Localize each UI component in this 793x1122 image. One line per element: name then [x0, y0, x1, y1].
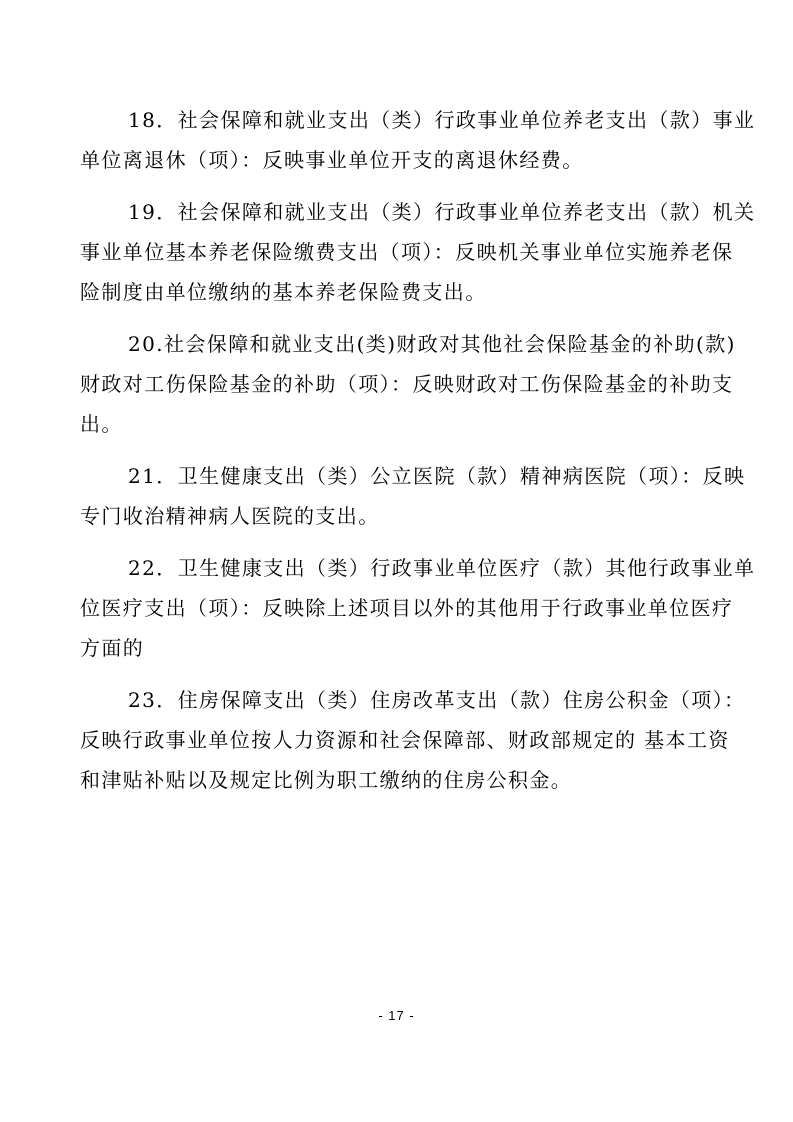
- paragraph-line: 险制度由单位缴纳的基本养老保险费支出。: [80, 280, 487, 304]
- page-number: - 17 -: [378, 1008, 415, 1023]
- paragraph-23: [80, 680, 746, 800]
- paragraph-18: [80, 100, 756, 180]
- paragraph-line: 22．卫生健康支出（类）行政事业单位医疗（款）其他行政事业单: [128, 556, 756, 580]
- paragraph-line: 单位离退休（项）：反映事业单位开支的离退休经费。: [80, 148, 584, 172]
- paragraph-line: 反映行政事业单位按人力资源和社会保障部、财政部规定的 基本工资: [80, 728, 730, 752]
- document-body: [80, 100, 756, 812]
- paragraph-line: 23．住房保障支出（类）住房改革支出（款）住房公积金（项）：: [128, 688, 746, 712]
- paragraph-20: [80, 324, 740, 444]
- paragraph-21: [80, 456, 746, 536]
- paragraph-line: 18．社会保障和就业支出（类）行政事业单位养老支出（款）事业: [128, 108, 756, 132]
- paragraph-line: 方面的: [80, 636, 145, 660]
- paragraph-line: 事业单位基本养老保险缴费支出（项）：反映机关事业单位实施养老保: [80, 240, 734, 264]
- paragraph-line: 位医疗支出（项）：反映除上述项目以外的其他用于行政事业单位医疗: [80, 596, 734, 620]
- paragraph-line: 19．社会保障和就业支出（类）行政事业单位养老支出（款）机关: [128, 200, 756, 224]
- paragraph-line: 专门收治精神病人医院的支出。: [80, 504, 380, 528]
- paragraph-line: 出。: [80, 412, 123, 436]
- paragraph-22: [80, 548, 756, 668]
- paragraph-line: 21．卫生健康支出（类）公立医院（款）精神病医院（项）：反映: [128, 464, 746, 488]
- paragraph-line: 财政对工伤保险基金的补助（项）：反映财政对工伤保险基金的补助支: [80, 372, 734, 396]
- paragraph-line: 20.社会保障和就业支出(类)财政对其他社会保险基金的补助(款): [128, 332, 736, 356]
- paragraph-19: [80, 192, 756, 312]
- paragraph-line: 和津贴补贴以及规定比例为职工缴纳的住房公积金。: [80, 768, 573, 792]
